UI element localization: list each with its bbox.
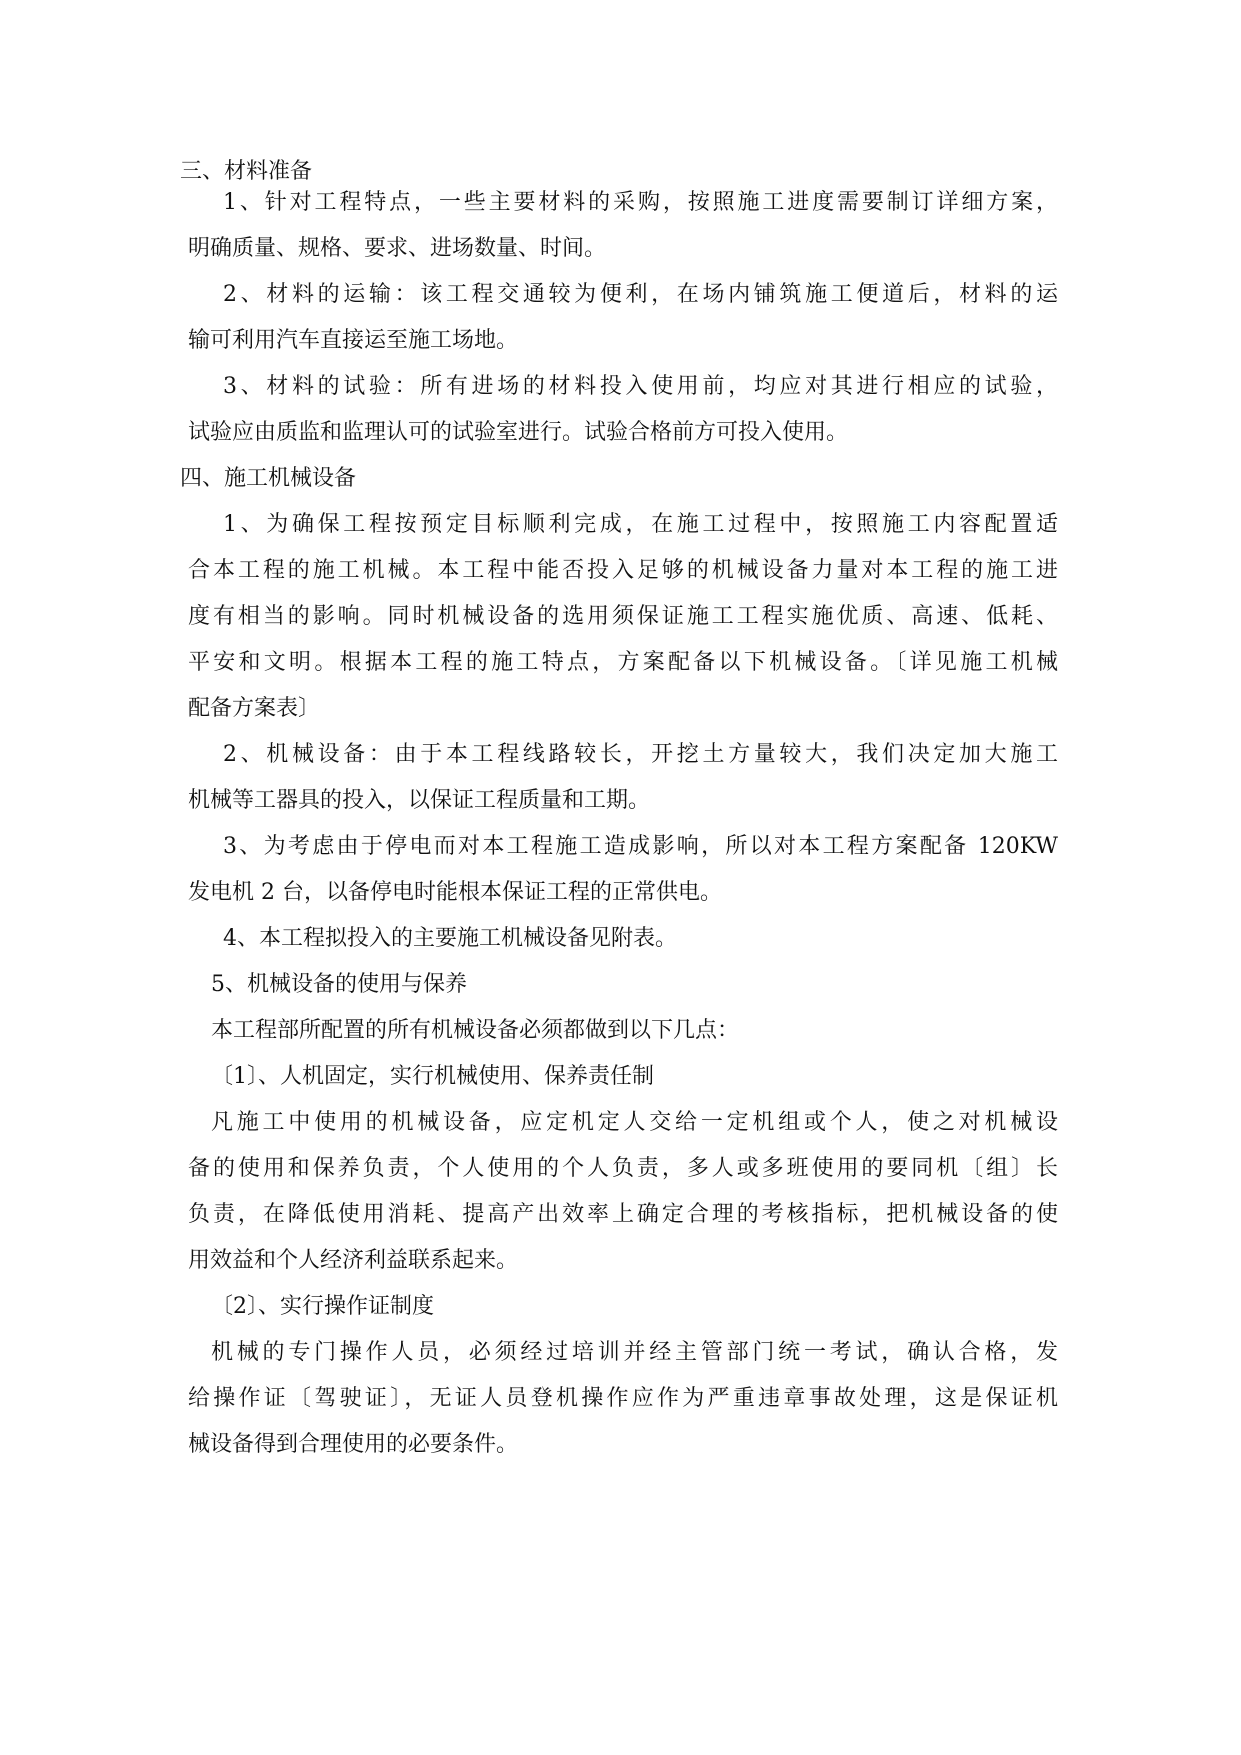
machinery-item-1-line-4: 平安和文明。根据本工程的施工特点，方案配备以下机械设备。〔详见施工机械 <box>188 650 1058 675</box>
materials-item-3-line-1: 3、材料的试验：所有进场的材料投入使用前，均应对其进行相应的试验， <box>223 374 1058 399</box>
materials-item-1-line-1: 1、针对工程特点，一些主要材料的采购，按照施工进度需要制订详细方案， <box>223 190 1058 215</box>
machinery-item-3-line-1: 3、为考虑由于停电而对本工程施工造成影响，所以对本工程方案配备 120KW <box>223 834 1058 859</box>
requirement-1-heading: 〔1〕、人机固定，实行机械使用、保养责任制 <box>211 1064 654 1089</box>
requirement-1-line-4: 用效益和个人经济利益联系起来。 <box>188 1248 519 1273</box>
machinery-requirements-intro: 本工程部所配置的所有机械设备必须都做到以下几点： <box>211 1018 740 1043</box>
machinery-item-2-line-2: 机械等工器具的投入，以保证工程质量和工期。 <box>188 788 651 813</box>
requirement-1-line-2: 备的使用和保养负责，个人使用的个人负责，多人或多班使用的要同机〔组〕长 <box>188 1156 1058 1181</box>
machinery-item-5-heading: 5、机械设备的使用与保养 <box>211 972 467 997</box>
materials-item-2-line-1: 2、材料的运输：该工程交通较为便利，在场内铺筑施工便道后，材料的运 <box>223 282 1058 307</box>
materials-item-1-line-2: 明确质量、规格、要求、进场数量、时间。 <box>188 236 607 261</box>
section-heading-materials: 三、材料准备 <box>180 159 313 184</box>
requirement-2-heading: 〔2〕、实行操作证制度 <box>211 1294 434 1319</box>
section-heading-machinery: 四、施工机械设备 <box>180 466 357 491</box>
machinery-item-1-line-2: 合本工程的施工机械。本工程中能否投入足够的机械设备力量对本工程的施工进 <box>188 558 1058 583</box>
machinery-item-3-line-2: 发电机 2 台，以备停电时能根本保证工程的正常供电。 <box>188 880 722 905</box>
machinery-item-2-line-1: 2、机械设备：由于本工程线路较长，开挖土方量较大，我们决定加大施工 <box>223 742 1058 767</box>
requirement-1-line-1: 凡施工中使用的机械设备，应定机定人交给一定机组或个人，使之对机械设 <box>211 1110 1058 1135</box>
machinery-item-1-line-1: 1、为确保工程按预定目标顺利完成，在施工过程中，按照施工内容配置适 <box>223 512 1058 537</box>
machinery-item-1-line-5: 配备方案表〕 <box>188 696 321 721</box>
requirement-2-line-2: 给操作证〔驾驶证〕，无证人员登机操作应作为严重违章事故处理，这是保证机 <box>188 1386 1058 1411</box>
materials-item-3-line-2: 试验应由质监和监理认可的试验室进行。试验合格前方可投入使用。 <box>188 420 849 445</box>
requirement-1-line-3: 负责，在降低使用消耗、提高产出效率上确定合理的考核指标，把机械设备的使 <box>188 1202 1058 1227</box>
machinery-item-4: 4、本工程拟投入的主要施工机械设备见附表。 <box>223 926 677 951</box>
requirement-2-line-1: 机械的专门操作人员，必须经过培训并经主管部门统一考试，确认合格，发 <box>211 1340 1058 1365</box>
machinery-item-1-line-3: 度有相当的影响。同时机械设备的选用须保证施工工程实施优质、高速、低耗、 <box>188 604 1058 629</box>
materials-item-2-line-2: 输可利用汽车直接运至施工场地。 <box>188 328 519 353</box>
requirement-2-line-3: 械设备得到合理使用的必要条件。 <box>188 1432 519 1457</box>
